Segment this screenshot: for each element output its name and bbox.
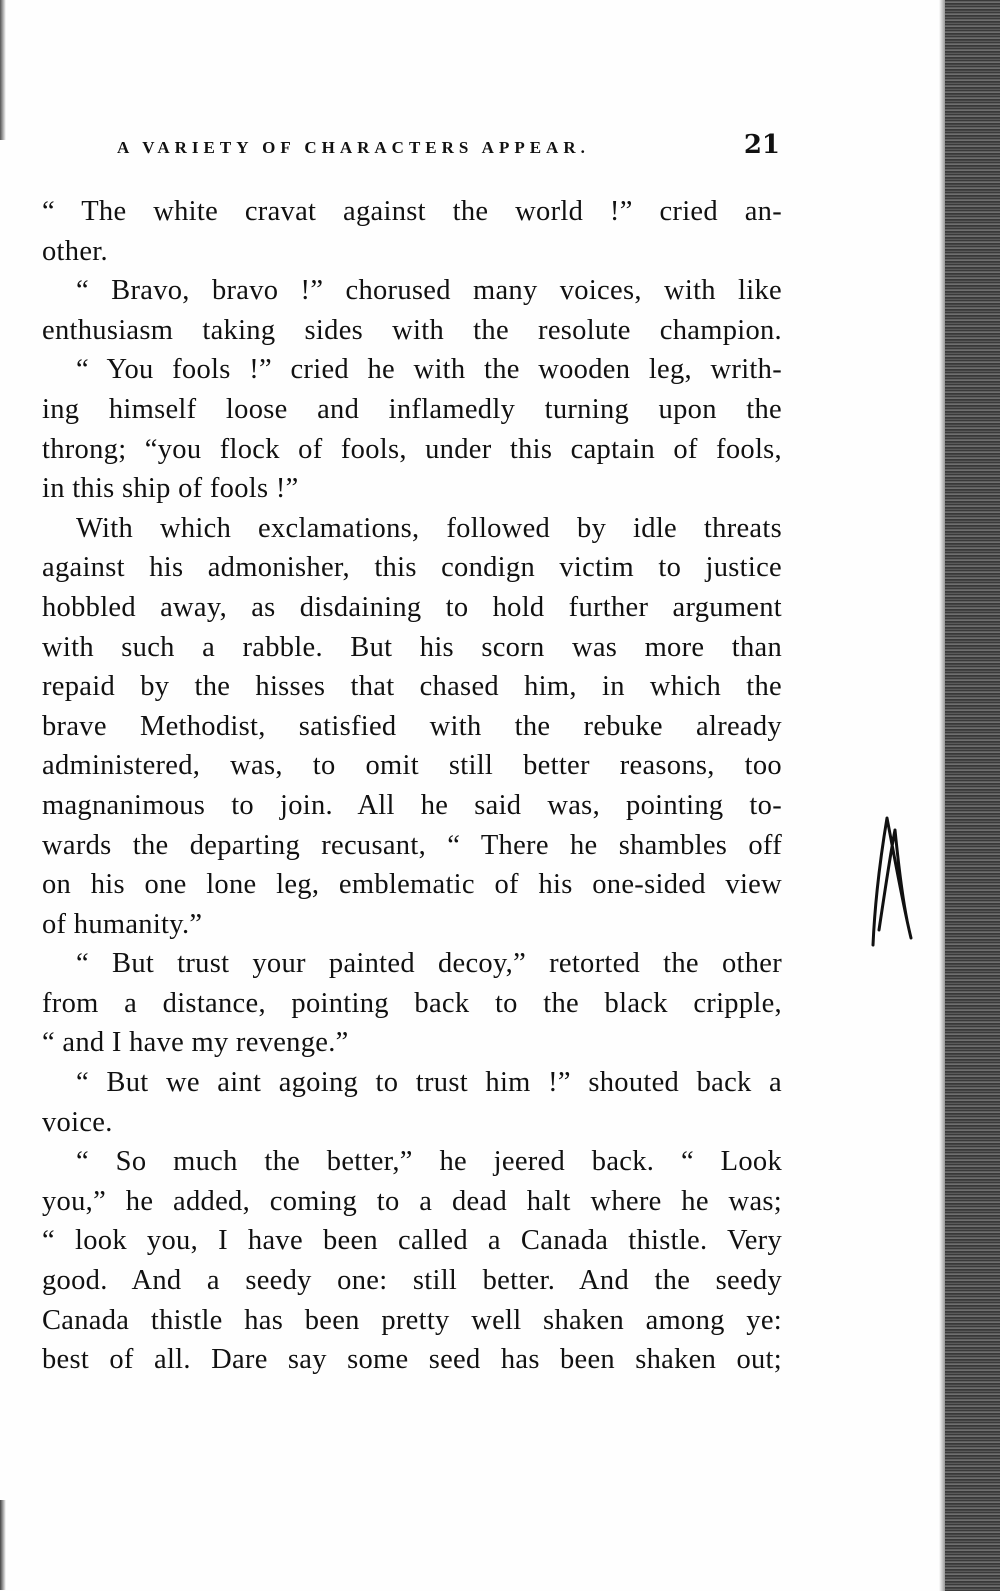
text-line: ing himself loose and inflamedly turning upon the: [42, 393, 782, 425]
text-line: good. And a seedy one: still better. And the seedy: [42, 1265, 782, 1297]
text-line: “ But we aint agoing to trust him !” shouted back a: [76, 1067, 782, 1099]
text-line: Canada thistle has been pretty well shaken among ye:: [42, 1304, 782, 1336]
text-line: administered, was, to omit still better reasons, too: [42, 750, 782, 782]
text-line: in this ship of fools !”: [42, 473, 299, 505]
text-line: brave Methodist, satisfied with the rebuke already: [42, 710, 782, 742]
text-line: best of all. Dare say some seed has been shaken out;: [42, 1344, 782, 1376]
text-line: wards the departing recusant, “ There he shambles off: [42, 829, 782, 861]
page-number: 21: [743, 130, 780, 160]
text-line: “ But trust your painted decoy,” retorted the other: [76, 948, 782, 980]
text-line: repaid by the hisses that chased him, in which the: [42, 671, 782, 703]
text-line: “ Bravo, bravo !” chorused many voices, with like: [76, 275, 782, 307]
text-line: “ look you, I have been called a Canada thistle. Very: [42, 1225, 782, 1257]
text-line: “ So much the better,” he jeered back. “ Look: [76, 1146, 782, 1178]
text-line: With which exclamations, followed by idle threats: [76, 512, 782, 544]
body-text: [42, 192, 782, 1380]
text-line: magnanimous to join. All he said was, pointing to-: [42, 789, 782, 821]
text-line: you,” he added, coming to a dead halt where he was;: [42, 1185, 782, 1217]
page-header: [117, 130, 780, 160]
running-head: A VARIETY OF CHARACTERS APPEAR.: [117, 138, 590, 157]
text-line: of humanity.”: [42, 908, 203, 940]
text-line: “ You fools !” cried he with the wooden leg, writh-: [76, 354, 782, 386]
text-line: other.: [42, 235, 108, 267]
text-line: against his admonisher, this condign victim to justice: [42, 552, 782, 584]
text-line: with such a rabble. But his scorn was more than: [42, 631, 782, 663]
text-line: “ and I have my revenge.”: [42, 1027, 349, 1059]
book-spine: [945, 0, 1000, 1591]
page-edge-shadow: [0, 1500, 6, 1590]
text-line: hobbled away, as disdaining to hold further argument: [42, 591, 782, 623]
text-line: from a distance, pointing back to the black cripple,: [42, 987, 782, 1019]
text-line: on his one lone leg, emblematic of his one-sided view: [42, 869, 782, 901]
margin-pencil-mark: [855, 810, 915, 950]
text-line: throng; “you flock of fools, under this captain of fools,: [42, 433, 782, 465]
page-edge-shadow: [0, 0, 6, 140]
text-line: voice.: [42, 1106, 113, 1138]
text-line: “ The white cravat against the world !” cried an-: [42, 196, 782, 227]
text-line: enthusiasm taking sides with the resolute champion.: [42, 314, 782, 346]
